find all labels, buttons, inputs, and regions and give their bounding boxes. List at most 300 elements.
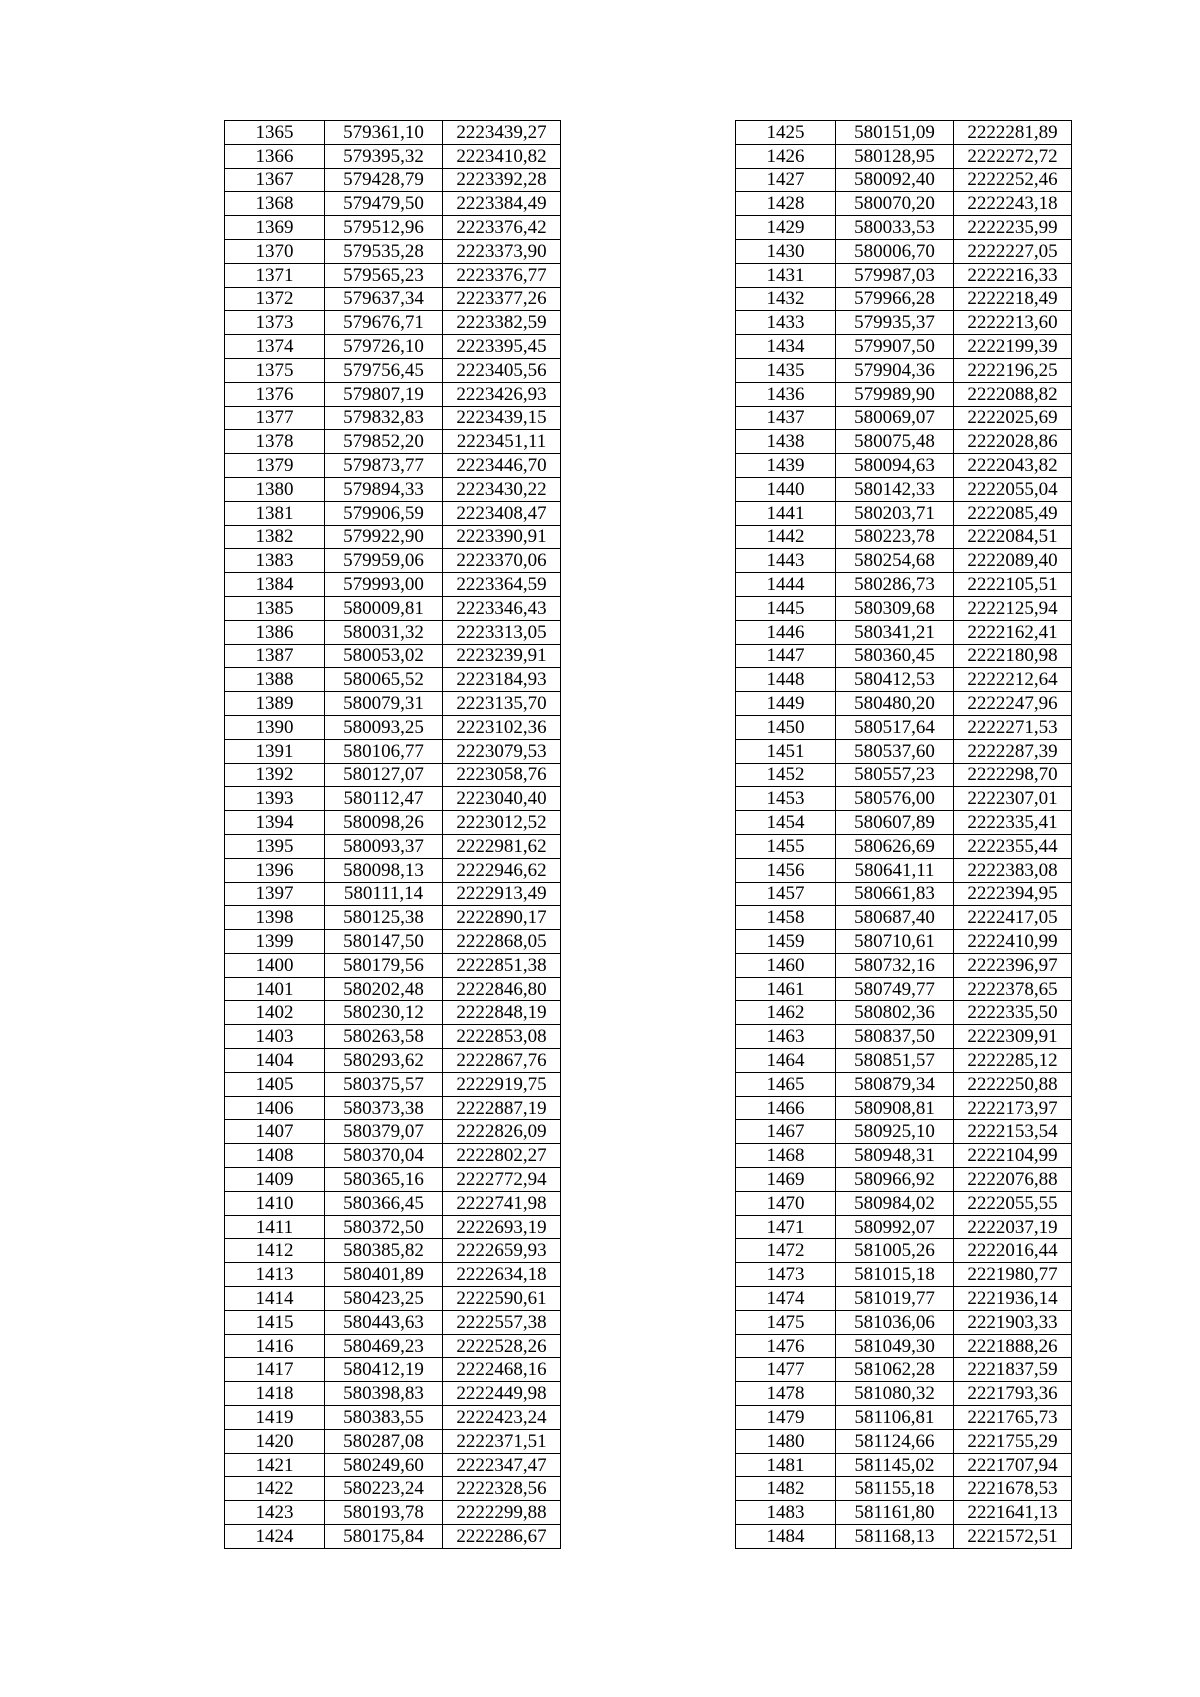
x-coordinate-cell: 579637,34 <box>325 287 443 311</box>
point-number-cell: 1442 <box>736 525 836 549</box>
y-coordinate-cell: 2221837,59 <box>954 1358 1072 1382</box>
x-coordinate-cell: 579832,83 <box>325 406 443 430</box>
table-row <box>736 1287 1072 1311</box>
x-coordinate-cell: 580370,04 <box>325 1144 443 1168</box>
table-row <box>736 549 1072 573</box>
y-coordinate-cell: 2222227,05 <box>954 239 1072 263</box>
point-number-cell: 1436 <box>736 382 836 406</box>
x-coordinate-cell: 580287,08 <box>325 1429 443 1453</box>
x-coordinate-cell: 580925,10 <box>836 1120 954 1144</box>
x-coordinate-cell: 580075,48 <box>836 430 954 454</box>
point-number-cell: 1474 <box>736 1287 836 1311</box>
y-coordinate-cell: 2222287,39 <box>954 739 1072 763</box>
point-number-cell: 1481 <box>736 1453 836 1477</box>
table-row <box>736 882 1072 906</box>
table-row <box>225 1049 561 1073</box>
x-coordinate-cell: 580576,00 <box>836 787 954 811</box>
point-number-cell: 1409 <box>225 1168 325 1192</box>
point-number-cell: 1483 <box>736 1501 836 1525</box>
table-row <box>225 382 561 406</box>
x-coordinate-cell: 580710,61 <box>836 930 954 954</box>
y-coordinate-cell: 2222371,51 <box>443 1429 561 1453</box>
x-coordinate-cell: 580375,57 <box>325 1072 443 1096</box>
x-coordinate-cell: 580142,33 <box>836 477 954 501</box>
y-coordinate-cell: 2223102,36 <box>443 715 561 739</box>
table-row <box>736 834 1072 858</box>
table-row <box>736 739 1072 763</box>
table-row <box>225 239 561 263</box>
y-coordinate-cell: 2222468,16 <box>443 1358 561 1382</box>
table-row <box>736 763 1072 787</box>
point-number-cell: 1398 <box>225 906 325 930</box>
point-number-cell: 1390 <box>225 715 325 739</box>
x-coordinate-cell: 581062,28 <box>836 1358 954 1382</box>
x-coordinate-cell: 581019,77 <box>836 1287 954 1311</box>
point-number-cell: 1405 <box>225 1072 325 1096</box>
point-number-cell: 1429 <box>736 216 836 240</box>
y-coordinate-cell: 2222016,44 <box>954 1239 1072 1263</box>
point-number-cell: 1462 <box>736 1001 836 1025</box>
x-coordinate-cell: 580687,40 <box>836 906 954 930</box>
point-number-cell: 1445 <box>736 596 836 620</box>
point-number-cell: 1480 <box>736 1429 836 1453</box>
point-number-cell: 1484 <box>736 1525 836 1549</box>
y-coordinate-cell: 2222634,18 <box>443 1263 561 1287</box>
y-coordinate-cell: 2222890,17 <box>443 906 561 930</box>
table-row <box>225 192 561 216</box>
x-coordinate-cell: 580366,45 <box>325 1191 443 1215</box>
x-coordinate-cell: 580175,84 <box>325 1525 443 1549</box>
table-row <box>225 1358 561 1382</box>
point-number-cell: 1414 <box>225 1287 325 1311</box>
y-coordinate-cell: 2222868,05 <box>443 930 561 954</box>
x-coordinate-cell: 580412,19 <box>325 1358 443 1382</box>
table-row <box>225 1501 561 1525</box>
y-coordinate-cell: 2223239,91 <box>443 644 561 668</box>
y-coordinate-cell: 2222043,82 <box>954 454 1072 478</box>
table-row <box>225 335 561 359</box>
table-row <box>225 358 561 382</box>
point-number-cell: 1388 <box>225 668 325 692</box>
point-number-cell: 1456 <box>736 858 836 882</box>
y-coordinate-cell: 2222335,41 <box>954 811 1072 835</box>
table-row <box>736 715 1072 739</box>
x-coordinate-cell: 580031,32 <box>325 620 443 644</box>
y-coordinate-cell: 2221641,13 <box>954 1501 1072 1525</box>
point-number-cell: 1469 <box>736 1168 836 1192</box>
point-number-cell: 1392 <box>225 763 325 787</box>
point-number-cell: 1473 <box>736 1263 836 1287</box>
point-number-cell: 1411 <box>225 1215 325 1239</box>
point-number-cell: 1366 <box>225 144 325 168</box>
x-coordinate-cell: 579989,90 <box>836 382 954 406</box>
point-number-cell: 1410 <box>225 1191 325 1215</box>
y-coordinate-cell: 2222272,72 <box>954 144 1072 168</box>
table-row <box>225 263 561 287</box>
y-coordinate-cell: 2222104,99 <box>954 1144 1072 1168</box>
point-number-cell: 1447 <box>736 644 836 668</box>
x-coordinate-cell: 579395,32 <box>325 144 443 168</box>
y-coordinate-cell: 2222055,55 <box>954 1191 1072 1215</box>
point-number-cell: 1401 <box>225 977 325 1001</box>
y-coordinate-cell: 2222383,08 <box>954 858 1072 882</box>
x-coordinate-cell: 581145,02 <box>836 1453 954 1477</box>
x-coordinate-cell: 580360,45 <box>836 644 954 668</box>
point-number-cell: 1374 <box>225 335 325 359</box>
y-coordinate-cell: 2221707,94 <box>954 1453 1072 1477</box>
x-coordinate-cell: 580179,56 <box>325 953 443 977</box>
point-number-cell: 1415 <box>225 1310 325 1334</box>
table-row <box>736 1120 1072 1144</box>
x-coordinate-cell: 580851,57 <box>836 1049 954 1073</box>
y-coordinate-cell: 2223184,93 <box>443 668 561 692</box>
y-coordinate-cell: 2222846,80 <box>443 977 561 1001</box>
point-number-cell: 1472 <box>736 1239 836 1263</box>
point-number-cell: 1372 <box>225 287 325 311</box>
x-coordinate-cell: 580098,13 <box>325 858 443 882</box>
y-coordinate-cell: 2221888,26 <box>954 1334 1072 1358</box>
point-number-cell: 1389 <box>225 692 325 716</box>
point-number-cell: 1457 <box>736 882 836 906</box>
table-row <box>225 1191 561 1215</box>
table-row <box>225 620 561 644</box>
table-row <box>736 1001 1072 1025</box>
table-row <box>225 977 561 1001</box>
table-row <box>736 311 1072 335</box>
x-coordinate-cell: 580802,36 <box>836 1001 954 1025</box>
table-row <box>736 906 1072 930</box>
point-number-cell: 1461 <box>736 977 836 1001</box>
point-number-cell: 1403 <box>225 1025 325 1049</box>
y-coordinate-cell: 2222213,60 <box>954 311 1072 335</box>
y-coordinate-cell: 2223040,40 <box>443 787 561 811</box>
y-coordinate-cell: 2222307,01 <box>954 787 1072 811</box>
table-row <box>225 454 561 478</box>
table-row <box>736 430 1072 454</box>
point-number-cell: 1479 <box>736 1406 836 1430</box>
x-coordinate-cell: 580398,83 <box>325 1382 443 1406</box>
x-coordinate-cell: 580230,12 <box>325 1001 443 1025</box>
y-coordinate-cell: 2223135,70 <box>443 692 561 716</box>
y-coordinate-cell: 2223346,43 <box>443 596 561 620</box>
table-row <box>736 358 1072 382</box>
point-number-cell: 1458 <box>736 906 836 930</box>
point-number-cell: 1378 <box>225 430 325 454</box>
x-coordinate-cell: 579904,36 <box>836 358 954 382</box>
table-row <box>225 477 561 501</box>
x-coordinate-cell: 579512,96 <box>325 216 443 240</box>
table-row <box>225 1144 561 1168</box>
y-coordinate-cell: 2223439,15 <box>443 406 561 430</box>
y-coordinate-cell: 2223370,06 <box>443 549 561 573</box>
y-coordinate-cell: 2222196,25 <box>954 358 1072 382</box>
point-number-cell: 1371 <box>225 263 325 287</box>
point-number-cell: 1418 <box>225 1382 325 1406</box>
x-coordinate-cell: 580537,60 <box>836 739 954 763</box>
x-coordinate-cell: 580263,58 <box>325 1025 443 1049</box>
x-coordinate-cell: 581005,26 <box>836 1239 954 1263</box>
y-coordinate-cell: 2223373,90 <box>443 239 561 263</box>
x-coordinate-cell: 579535,28 <box>325 239 443 263</box>
table-row <box>225 811 561 835</box>
x-coordinate-cell: 580837,50 <box>836 1025 954 1049</box>
point-number-cell: 1394 <box>225 811 325 835</box>
x-coordinate-cell: 579361,10 <box>325 121 443 145</box>
y-coordinate-cell: 2222802,27 <box>443 1144 561 1168</box>
x-coordinate-cell: 580111,14 <box>325 882 443 906</box>
y-coordinate-cell: 2222285,12 <box>954 1049 1072 1073</box>
point-number-cell: 1413 <box>225 1263 325 1287</box>
point-number-cell: 1387 <box>225 644 325 668</box>
point-number-cell: 1368 <box>225 192 325 216</box>
table-row <box>736 620 1072 644</box>
y-coordinate-cell: 2222913,49 <box>443 882 561 906</box>
point-number-cell: 1465 <box>736 1072 836 1096</box>
point-number-cell: 1475 <box>736 1310 836 1334</box>
x-coordinate-cell: 580033,53 <box>836 216 954 240</box>
y-coordinate-cell: 2222410,99 <box>954 930 1072 954</box>
y-coordinate-cell: 2222659,93 <box>443 1239 561 1263</box>
point-number-cell: 1397 <box>225 882 325 906</box>
point-number-cell: 1466 <box>736 1096 836 1120</box>
y-coordinate-cell: 2223376,77 <box>443 263 561 287</box>
point-number-cell: 1444 <box>736 573 836 597</box>
table-row <box>736 1501 1072 1525</box>
point-number-cell: 1404 <box>225 1049 325 1073</box>
table-row <box>225 501 561 525</box>
y-coordinate-cell: 2222250,88 <box>954 1072 1072 1096</box>
x-coordinate-cell: 579966,28 <box>836 287 954 311</box>
point-number-cell: 1407 <box>225 1120 325 1144</box>
point-number-cell: 1443 <box>736 549 836 573</box>
table-row <box>736 573 1072 597</box>
x-coordinate-cell: 580373,38 <box>325 1096 443 1120</box>
table-row <box>736 811 1072 835</box>
y-coordinate-cell: 2222347,47 <box>443 1453 561 1477</box>
y-coordinate-cell: 2223430,22 <box>443 477 561 501</box>
point-number-cell: 1391 <box>225 739 325 763</box>
x-coordinate-cell: 580009,81 <box>325 596 443 620</box>
x-coordinate-cell: 580093,25 <box>325 715 443 739</box>
table-row <box>225 406 561 430</box>
y-coordinate-cell: 2222741,98 <box>443 1191 561 1215</box>
x-coordinate-cell: 580125,38 <box>325 906 443 930</box>
y-coordinate-cell: 2222243,18 <box>954 192 1072 216</box>
point-number-cell: 1477 <box>736 1358 836 1382</box>
table-row <box>225 1263 561 1287</box>
y-coordinate-cell: 2222025,69 <box>954 406 1072 430</box>
y-coordinate-cell: 2222173,97 <box>954 1096 1072 1120</box>
table-row <box>225 1406 561 1430</box>
table-row <box>225 1096 561 1120</box>
table-row <box>225 1072 561 1096</box>
y-coordinate-cell: 2223451,11 <box>443 430 561 454</box>
x-coordinate-cell: 580223,78 <box>836 525 954 549</box>
x-coordinate-cell: 580249,60 <box>325 1453 443 1477</box>
table-row <box>225 311 561 335</box>
x-coordinate-cell: 580908,81 <box>836 1096 954 1120</box>
table-row <box>225 525 561 549</box>
y-coordinate-cell: 2222084,51 <box>954 525 1072 549</box>
y-coordinate-cell: 2222271,53 <box>954 715 1072 739</box>
y-coordinate-cell: 2222298,70 <box>954 763 1072 787</box>
table-row <box>225 1429 561 1453</box>
y-coordinate-cell: 2223446,70 <box>443 454 561 478</box>
y-coordinate-cell: 2223382,59 <box>443 311 561 335</box>
x-coordinate-cell: 579987,03 <box>836 263 954 287</box>
x-coordinate-cell: 579873,77 <box>325 454 443 478</box>
table-row <box>225 763 561 787</box>
y-coordinate-cell: 2222693,19 <box>443 1215 561 1239</box>
y-coordinate-cell: 2222394,95 <box>954 882 1072 906</box>
point-number-cell: 1373 <box>225 311 325 335</box>
x-coordinate-cell: 580607,89 <box>836 811 954 835</box>
point-number-cell: 1367 <box>225 168 325 192</box>
table-row <box>736 977 1072 1001</box>
x-coordinate-cell: 579894,33 <box>325 477 443 501</box>
point-number-cell: 1416 <box>225 1334 325 1358</box>
point-number-cell: 1393 <box>225 787 325 811</box>
point-number-cell: 1417 <box>225 1358 325 1382</box>
point-number-cell: 1425 <box>736 121 836 145</box>
y-coordinate-cell: 2222153,54 <box>954 1120 1072 1144</box>
table-row <box>736 1334 1072 1358</box>
y-coordinate-cell: 2223395,45 <box>443 335 561 359</box>
y-coordinate-cell: 2222851,38 <box>443 953 561 977</box>
y-coordinate-cell: 2222355,44 <box>954 834 1072 858</box>
point-number-cell: 1377 <box>225 406 325 430</box>
x-coordinate-cell: 580443,63 <box>325 1310 443 1334</box>
x-coordinate-cell: 580661,83 <box>836 882 954 906</box>
table-row <box>736 1477 1072 1501</box>
table-row <box>225 596 561 620</box>
table-row <box>736 1191 1072 1215</box>
x-coordinate-cell: 580147,50 <box>325 930 443 954</box>
table-row <box>736 1168 1072 1192</box>
point-number-cell: 1440 <box>736 477 836 501</box>
point-number-cell: 1428 <box>736 192 836 216</box>
x-coordinate-cell: 579807,19 <box>325 382 443 406</box>
y-coordinate-cell: 2223313,05 <box>443 620 561 644</box>
point-number-cell: 1434 <box>736 335 836 359</box>
y-coordinate-cell: 2223079,53 <box>443 739 561 763</box>
x-coordinate-cell: 581124,66 <box>836 1429 954 1453</box>
table-row <box>736 335 1072 359</box>
point-number-cell: 1412 <box>225 1239 325 1263</box>
y-coordinate-cell: 2222299,88 <box>443 1501 561 1525</box>
table-row <box>225 573 561 597</box>
point-number-cell: 1433 <box>736 311 836 335</box>
coordinates-table-left <box>224 120 561 1549</box>
table-row <box>225 1334 561 1358</box>
table-row <box>225 906 561 930</box>
y-coordinate-cell: 2222076,88 <box>954 1168 1072 1192</box>
point-number-cell: 1432 <box>736 287 836 311</box>
x-coordinate-cell: 580112,47 <box>325 787 443 811</box>
x-coordinate-cell: 580128,95 <box>836 144 954 168</box>
y-coordinate-cell: 2222247,96 <box>954 692 1072 716</box>
x-coordinate-cell: 581036,06 <box>836 1310 954 1334</box>
point-number-cell: 1454 <box>736 811 836 835</box>
x-coordinate-cell: 580626,69 <box>836 834 954 858</box>
y-coordinate-cell: 2221980,77 <box>954 1263 1072 1287</box>
table-row <box>736 1525 1072 1549</box>
x-coordinate-cell: 579906,59 <box>325 501 443 525</box>
y-coordinate-cell: 2221755,29 <box>954 1429 1072 1453</box>
table-row <box>736 1144 1072 1168</box>
point-number-cell: 1386 <box>225 620 325 644</box>
point-number-cell: 1420 <box>225 1429 325 1453</box>
y-coordinate-cell: 2222252,46 <box>954 168 1072 192</box>
y-coordinate-cell: 2223376,42 <box>443 216 561 240</box>
table-row <box>736 1239 1072 1263</box>
x-coordinate-cell: 580223,24 <box>325 1477 443 1501</box>
y-coordinate-cell: 2223439,27 <box>443 121 561 145</box>
x-coordinate-cell: 580412,53 <box>836 668 954 692</box>
point-number-cell: 1423 <box>225 1501 325 1525</box>
table-row <box>225 1382 561 1406</box>
table-row <box>225 668 561 692</box>
table-row <box>225 1525 561 1549</box>
x-coordinate-cell: 580423,25 <box>325 1287 443 1311</box>
y-coordinate-cell: 2222887,19 <box>443 1096 561 1120</box>
y-coordinate-cell: 2222281,89 <box>954 121 1072 145</box>
y-coordinate-cell: 2222528,26 <box>443 1334 561 1358</box>
y-coordinate-cell: 2221793,36 <box>954 1382 1072 1406</box>
point-number-cell: 1427 <box>736 168 836 192</box>
x-coordinate-cell: 581161,80 <box>836 1501 954 1525</box>
table-row <box>736 1025 1072 1049</box>
table-row <box>225 882 561 906</box>
point-number-cell: 1379 <box>225 454 325 478</box>
y-coordinate-cell: 2222449,98 <box>443 1382 561 1406</box>
point-number-cell: 1431 <box>736 263 836 287</box>
x-coordinate-cell: 580379,07 <box>325 1120 443 1144</box>
point-number-cell: 1424 <box>225 1525 325 1549</box>
x-coordinate-cell: 579756,45 <box>325 358 443 382</box>
table-row <box>736 1382 1072 1406</box>
x-coordinate-cell: 580065,52 <box>325 668 443 692</box>
table-row <box>225 739 561 763</box>
table-row <box>736 787 1072 811</box>
point-number-cell: 1430 <box>736 239 836 263</box>
y-coordinate-cell: 2222162,41 <box>954 620 1072 644</box>
x-coordinate-cell: 580093,37 <box>325 834 443 858</box>
point-number-cell: 1468 <box>736 1144 836 1168</box>
x-coordinate-cell: 579852,20 <box>325 430 443 454</box>
table-row <box>225 692 561 716</box>
y-coordinate-cell: 2222055,04 <box>954 477 1072 501</box>
table-row <box>736 1215 1072 1239</box>
point-number-cell: 1365 <box>225 121 325 145</box>
point-number-cell: 1451 <box>736 739 836 763</box>
point-number-cell: 1446 <box>736 620 836 644</box>
x-coordinate-cell: 580286,73 <box>836 573 954 597</box>
table-row <box>225 430 561 454</box>
table-row <box>736 121 1072 145</box>
y-coordinate-cell: 2222848,19 <box>443 1001 561 1025</box>
table-row <box>736 1429 1072 1453</box>
table-row <box>225 549 561 573</box>
x-coordinate-cell: 580383,55 <box>325 1406 443 1430</box>
x-coordinate-cell: 580127,07 <box>325 763 443 787</box>
x-coordinate-cell: 580341,21 <box>836 620 954 644</box>
table-row <box>225 287 561 311</box>
y-coordinate-cell: 2222772,94 <box>443 1168 561 1192</box>
point-number-cell: 1408 <box>225 1144 325 1168</box>
table-row <box>736 454 1072 478</box>
y-coordinate-cell: 2222867,76 <box>443 1049 561 1073</box>
